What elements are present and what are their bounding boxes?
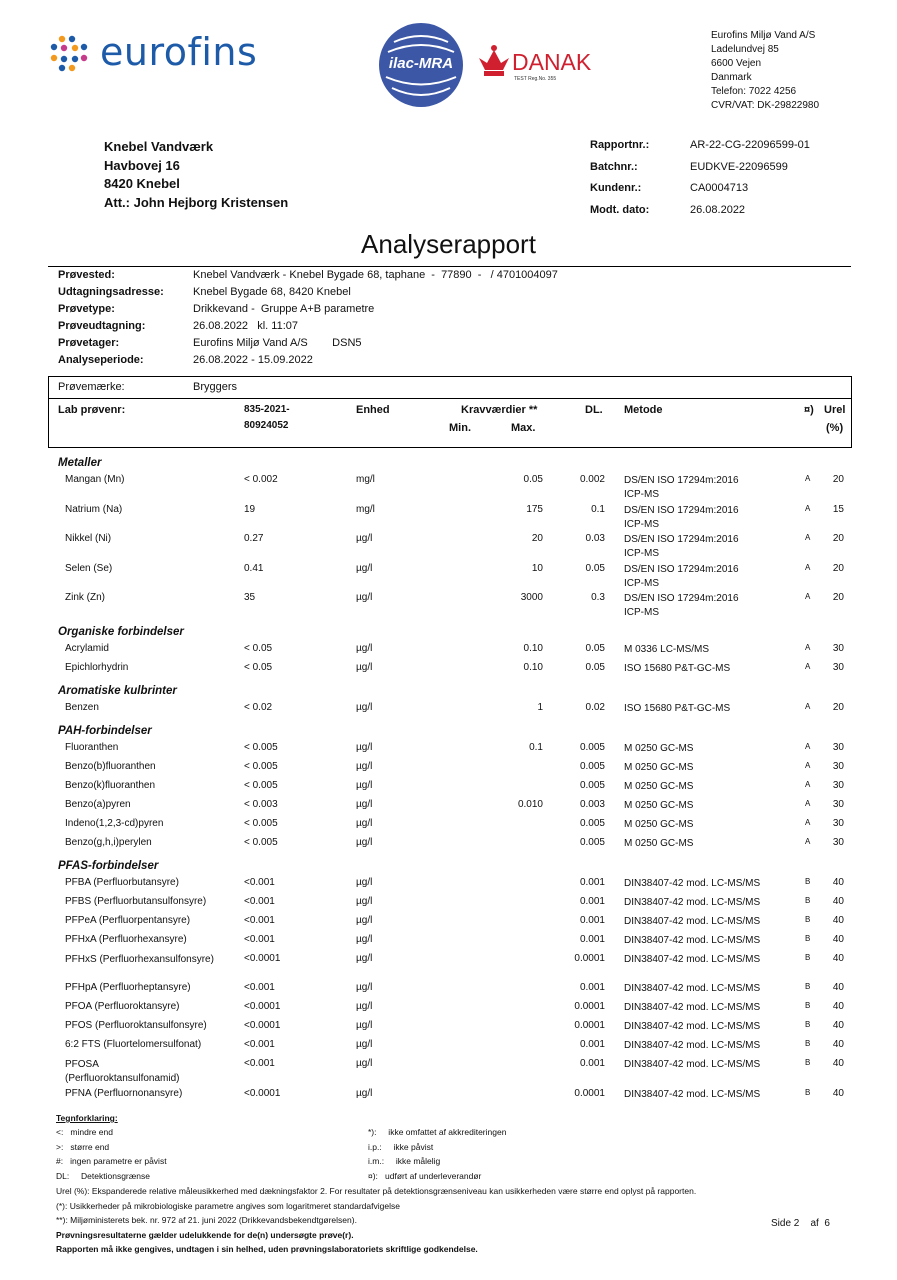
result-value: 19 [244,503,256,515]
parameter-name: Epichlorhydrin [65,661,129,673]
dl-value: 0.0001 [574,952,605,964]
accreditation-value: A [805,592,811,601]
urel-value: 40 [832,1087,844,1099]
customer-line: Knebel Vandværk [104,139,214,154]
dl-value: 0.0001 [574,1020,605,1031]
customer-line: Att.: John Hejborg Kristensen [104,194,289,210]
method-value: DS/EN ISO 17294m:2016 ICP-MS [624,563,739,589]
unit-value: µg/l [356,895,373,907]
unit-value: µg/l [356,817,373,829]
result-value: <0.0001 [244,952,281,964]
parameter-name: Nikkel (Ni) [65,533,112,544]
unit-value: µg/l [356,760,373,772]
max-value: 0.1 [529,741,543,753]
section-title: Organiske forbindelser [58,625,184,638]
legend-note: (*): Usikkerheder på mikrobiologiske parametre angives som logaritmeret standardafvigelse [56,1200,400,1211]
dl-value: 0.001 [579,1039,605,1050]
legend-item: DL: Detektionsgrænse [56,1170,151,1181]
eurofins-logo [48,30,263,80]
accreditation-value: A [805,760,811,770]
method-value: M 0250 GC-MS [624,818,694,830]
accreditation-value: A [805,741,811,751]
info-key: Udtagningsadresse: [58,286,164,298]
legend-disclaimer: Prøvningsresultaterne gælder udelukkende for de(n) undersøgte prøve(r). [56,1229,354,1240]
urel-value: 40 [832,1058,844,1069]
legend-item: *): ikke omfattet af akkrediteringen [368,1127,507,1137]
unit-value: µg/l [356,661,373,673]
parameter-name: Acrylamid [65,642,109,654]
danak-label: DANAK [512,49,592,75]
unit-value: mg/l [356,474,375,485]
dl-value: 0.003 [579,798,605,810]
result-value: <0.001 [244,933,275,945]
method-value: M 0250 GC-MS [624,742,694,754]
parameter-name: Benzo(b)fluoranthen [65,760,156,772]
unit-value: µg/l [356,914,373,926]
dl-value: 0.3 [591,592,605,603]
urel-value: 40 [832,982,844,993]
customer-line: 8420 Knebel [104,176,180,191]
sample-mark-key: Prøvemærke: [58,381,125,393]
method-value: M 0250 GC-MS [624,780,694,792]
method-value: M 0336 LC-MS/MS [624,643,710,655]
dl-value: 0.03 [585,533,605,544]
accreditation-value: A [805,533,811,542]
legend-item: <: mindre end [56,1127,113,1137]
sample-number-header: 835-2021- [244,404,290,415]
address-line: Ladelundvej 85 [711,44,779,55]
urel-value: 30 [832,798,844,810]
parameter-name: Benzen [65,701,99,713]
method-value: DIN38407-42 mod. LC-MS/MS [624,953,761,965]
parameter-name: PFOSA (Perfluoroktansulfonamid) [65,1059,180,1084]
info-value: 26.08.2022 kl. 11:07 [193,320,298,332]
result-value: <0.0001 [244,1020,281,1031]
accreditation-value: A [805,779,811,789]
unit-value: µg/l [356,836,373,848]
dl-value: 0.0001 [574,1087,605,1099]
urel-value: 40 [832,1039,844,1050]
parameter-name: PFOA (Perfluoroktansyre) [65,1001,180,1012]
accreditation-value: A [805,661,811,671]
urel-value: 20 [832,592,844,603]
table-header [0,404,897,440]
parameter-name: Mangan (Mn) [65,474,125,485]
legend-disclaimer: Rapporten må ikke gengives, undtagen i sin helhed, uden prøvningslaboratoriets skriftlige godkendelse. [56,1244,478,1254]
legend-title: Tegnforklaring: [56,1113,118,1123]
method-value: ISO 15680 P&T-GC-MS [624,662,731,674]
dl-value: 0.001 [579,982,605,993]
urel-value: 40 [832,952,844,964]
dl-value: 0.05 [585,562,605,574]
sample-divider [48,398,851,399]
result-value: <0.001 [244,1058,275,1069]
unit-value: µg/l [356,779,373,791]
result-value: <0.0001 [244,1087,281,1099]
method-value: DIN38407-42 mod. LC-MS/MS [624,1021,761,1032]
accreditation-value: B [805,1087,811,1097]
method-value: DS/EN ISO 17294m:2016 ICP-MS [624,534,739,559]
urel-pct-header: (%) [826,422,844,434]
meta-value: EUDKVE-22096599 [690,161,788,173]
method-value: DIN38407-42 mod. LC-MS/MS [624,1088,761,1100]
method-value: DIN38407-42 mod. LC-MS/MS [624,934,761,946]
accreditation-header: ¤) [804,404,814,416]
requirement-header: Kravværdier ** [461,404,538,416]
eurofins-logo-text: eurofins [100,30,258,74]
result-value: < 0.02 [244,701,273,713]
unit-value: µg/l [356,876,373,888]
unit-value: µg/l [356,952,373,964]
max-value: 175 [526,503,543,515]
accreditation-value: A [805,817,811,827]
meta-value: AR-22-CG-22096599-01 [690,139,810,151]
parameter-name: PFOS (Perfluoroktansulfonsyre) [65,1020,207,1031]
accreditation-value: B [805,895,811,905]
urel-header: Urel [824,404,846,416]
danak-logo [476,44,601,89]
dl-value: 0.005 [579,817,605,829]
result-value: <0.001 [244,1039,275,1050]
parameter-name: PFBA (Perfluorbutansyre) [65,876,179,888]
dl-value: 0.02 [585,701,605,713]
result-value: 35 [244,592,256,603]
legend-item: ¤): udført af underleverandør [368,1170,482,1181]
result-value: <0.001 [244,895,275,907]
parameter-name: PFPeA (Perfluorpentansyre) [65,914,191,926]
info-key: Prøvetager: [58,337,120,349]
dl-value: 0.005 [579,760,605,772]
title-divider [48,266,851,267]
dl-value: 0.002 [579,474,605,485]
dl-value: 0.001 [579,876,605,888]
legend-notes [56,1184,856,1257]
dl-value: 0.005 [579,779,605,791]
accreditation-value: A [805,798,811,808]
dl-header: DL. [585,404,603,416]
max-value: 0.10 [523,642,543,654]
parameter-name: Benzo(k)fluoranthen [65,779,156,791]
info-value: 26.08.2022 - 15.09.2022 [193,354,313,366]
meta-key: Rapportnr.: [590,139,650,151]
address-line: Danmark [711,72,752,83]
dl-value: 0.1 [591,503,605,515]
eurofins-logo-icon [48,33,92,77]
legend-item: i.p.: ikke påvist [368,1141,434,1152]
urel-value: 40 [832,895,844,907]
dl-value: 0.05 [585,642,605,654]
accreditation-value: A [805,701,811,711]
accreditation-value: B [805,1058,811,1067]
method-value: M 0250 GC-MS [624,799,694,811]
legend-item: >: større end [56,1141,110,1152]
parameter-name: PFHxS (Perfluorhexansulfonsyre) [65,953,214,965]
method-value: ISO 15680 P&T-GC-MS [624,702,731,714]
unit-header: Enhed [356,404,390,416]
info-value: Eurofins Miljø Vand A/S DSN5 [193,337,362,349]
method-value: DIN38407-42 mod. LC-MS/MS [624,1059,761,1070]
unit-value: µg/l [356,1001,373,1012]
accreditation-value: A [805,642,811,652]
method-value: M 0250 GC-MS [624,837,694,849]
urel-value: 15 [832,503,844,515]
parameter-name: PFHxA (Perfluorhexansyre) [65,933,187,945]
result-value: 0.27 [244,533,264,544]
method-header: Metode [624,404,663,416]
method-value: DIN38407-42 mod. LC-MS/MS [624,915,761,927]
meta-key: Batchnr.: [590,161,638,173]
accreditation-value: A [805,836,811,846]
accreditation-value: B [805,1039,811,1048]
method-value: DIN38407-42 mod. LC-MS/MS [624,983,761,994]
unit-value: µg/l [356,741,373,753]
customer-line: Havbovej 16 [104,157,180,173]
info-key: Prøvetype: [58,303,115,315]
ilac-mra-label: ilac-MRA [388,55,454,72]
parameter-name: PFHpA (Perfluorheptansyre) [65,982,191,993]
unit-value: µg/l [356,642,373,654]
dl-value: 0.001 [579,914,605,926]
urel-value: 30 [832,760,844,772]
max-value: 1 [537,701,543,713]
info-value: Drikkevand - Gruppe A+B parametre [193,303,375,315]
legend-item: i.m.: ikke målelig [368,1156,441,1166]
parameter-name: 6:2 FTS (Fluortelomersulfonat) [65,1039,202,1050]
unit-value: µg/l [356,562,373,574]
unit-value: µg/l [356,933,373,945]
address-line: Eurofins Miljø Vand A/S [711,30,816,41]
legend-note: **): Miljøministerets bek. nr. 972 af 21. juni 2022 (Drikkevandsbekendtgørelsen). [56,1215,357,1225]
result-value: <0.001 [244,876,275,888]
max-value: 3000 [520,592,543,603]
address-line: Telefon: 7022 4256 [711,86,797,97]
result-value: < 0.005 [244,741,278,753]
accreditation-value: B [805,1001,811,1010]
parameter-name: Selen (Se) [65,562,113,574]
section-title: PAH-forbindelser [58,724,152,737]
accreditation-value: A [805,474,811,483]
method-value: DIN38407-42 mod. LC-MS/MS [624,877,761,889]
unit-value: µg/l [356,982,373,993]
customer-address [104,138,434,212]
max-value: 0.05 [523,474,543,485]
meta-key: Modt. dato: [590,204,650,216]
page-title: Analyserapport [361,229,536,259]
accreditation-value: B [805,914,811,924]
result-value: < 0.005 [244,779,278,791]
urel-value: 30 [832,642,844,654]
urel-value: 40 [832,933,844,945]
result-value: <0.001 [244,914,275,926]
unit-value: µg/l [356,701,373,713]
info-value: Knebel Bygade 68, 8420 Knebel [193,286,351,298]
result-value: < 0.005 [244,760,278,772]
dl-value: 0.001 [579,1058,605,1069]
urel-value: 40 [832,876,844,888]
parameter-name: Zink (Zn) [65,592,105,603]
section-title: PFAS-forbindelser [58,859,159,872]
urel-value: 40 [832,1001,844,1012]
urel-value: 30 [832,661,844,673]
result-value: 0.41 [244,562,264,574]
result-value: < 0.05 [244,642,273,654]
urel-value: 20 [832,533,844,544]
urel-value: 20 [832,701,844,713]
method-value: M 0250 GC-MS [624,761,694,773]
unit-value: µg/l [356,798,373,810]
info-key: Analyseperiode: [58,354,144,366]
urel-value: 40 [832,914,844,926]
parameter-name: Fluoranthen [65,741,119,753]
meta-key: Kundenr.: [590,182,642,194]
urel-value: 30 [832,817,844,829]
parameter-name: PFNA (Perfluornonansyre) [65,1087,183,1099]
accreditation-value: B [805,876,811,886]
legend-item: #: ingen parametre er påvist [56,1156,167,1166]
unit-value: µg/l [356,592,373,603]
urel-value: 30 [832,779,844,791]
unit-value: µg/l [356,1020,373,1031]
address-line: 6600 Vejen [711,58,762,69]
max-header: Max. [511,422,536,434]
urel-value: 30 [832,741,844,753]
result-value: < 0.002 [244,474,278,485]
meta-value: 26.08.2022 [690,204,746,216]
accreditation-value: A [805,503,811,513]
max-value: 0.010 [517,798,543,810]
method-value: DS/EN ISO 17294m:2016 ICP-MS [624,504,739,530]
max-value: 10 [531,562,543,574]
lab-sample-header: Lab prøvenr: [58,404,126,416]
address-line: CVR/VAT: DK-29822980 [711,100,820,111]
danak-crown-icon [476,44,512,78]
legend-note: Urel (%): Ekspanderede relative måleusikkerhed med dækningsfaktor 2. For resultater på detektionsgrænseniveau kan usikkerheden være større end oplyst på rapporten. [56,1186,697,1196]
dl-value: 0.005 [579,836,605,848]
method-value: DIN38407-42 mod. LC-MS/MS [624,896,761,908]
info-key: Prøveudtagning: [58,320,146,332]
min-header: Min. [449,422,471,434]
result-value: < 0.005 [244,817,278,829]
dl-value: 0.001 [579,933,605,945]
method-value: DIN38407-42 mod. LC-MS/MS [624,1040,761,1051]
accreditation-value: B [805,952,811,962]
info-key: Prøvested: [58,269,115,281]
sample-mark-value: Bryggers [193,381,238,393]
legend-right [368,1125,768,1183]
accreditation-value: A [805,562,811,572]
urel-value: 20 [832,562,844,574]
parameter-name: Natrium (Na) [65,503,123,515]
result-value: <0.001 [244,982,275,993]
result-value: < 0.05 [244,661,273,673]
parameter-name: Benzo(a)pyren [65,798,131,810]
accreditation-value: B [805,933,811,943]
section-title: Aromatiske kulbrinter [58,684,177,697]
result-value: < 0.003 [244,798,278,810]
parameter-name: PFBS (Perfluorbutansulfonsyre) [65,895,207,907]
parameter-name: Benzo(g,h,i)perylen [65,836,152,848]
sample-number-header: 80924052 [244,420,289,431]
dl-value: 0.0001 [574,1001,605,1012]
legend-left [56,1125,356,1183]
page-number: Side 2 af 6 [771,1218,830,1229]
urel-value: 20 [832,474,844,485]
accreditation-value: B [805,1020,811,1029]
lab-address [711,29,891,113]
unit-value: µg/l [356,533,373,544]
info-value: Knebel Vandværk - Knebel Bygade 68, taphane - 77890 - / 4701004097 [193,269,558,281]
method-value: DS/EN ISO 17294m:2016 ICP-MS [624,593,739,618]
unit-value: µg/l [356,1058,373,1069]
result-value: <0.0001 [244,1001,281,1012]
method-value: DIN38407-42 mod. LC-MS/MS [624,1002,761,1013]
section-title: Metaller [58,457,102,469]
dl-value: 0.005 [579,741,605,753]
meta-value: CA0004713 [690,182,749,194]
ilac-mra-logo [378,22,464,108]
unit-value: µg/l [356,1039,373,1050]
result-value: < 0.005 [244,836,278,848]
unit-value: mg/l [356,503,375,515]
parameter-name: Indeno(1,2,3-cd)pyren [65,817,164,829]
dl-value: 0.001 [579,895,605,907]
dl-value: 0.05 [585,661,605,673]
urel-value: 30 [832,836,844,848]
max-value: 0.10 [523,661,543,673]
accreditation-value: B [805,982,811,991]
unit-value: µg/l [356,1087,373,1099]
max-value: 20 [531,533,543,544]
urel-value: 40 [832,1020,844,1031]
danak-sub: TEST Reg.No. 355 [514,76,557,82]
method-value: DS/EN ISO 17294m:2016 ICP-MS [624,475,739,500]
